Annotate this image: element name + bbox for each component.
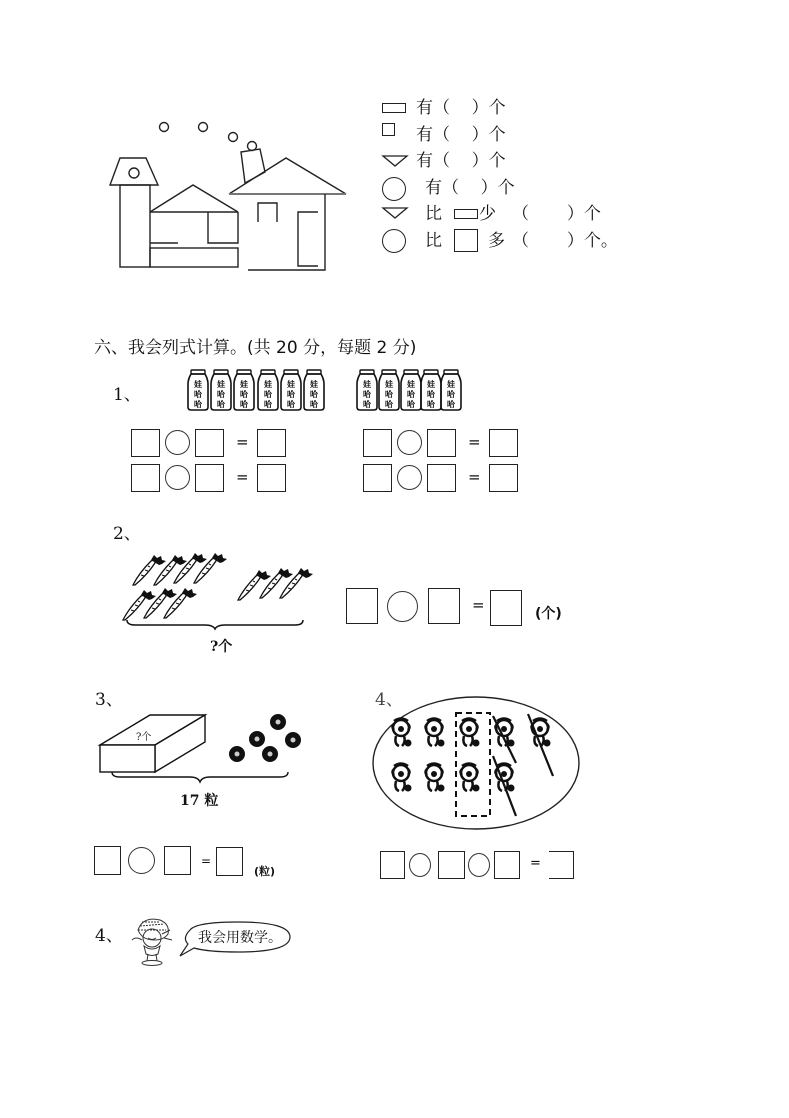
legend-row-5-text: （ ）个: [512, 204, 601, 224]
answer-box[interactable]: [94, 846, 121, 875]
box-and-beads-illustration: [95, 710, 335, 790]
brace-label: 17 粒: [180, 793, 219, 809]
monkeys-illustration: [368, 688, 588, 838]
question-4-number: 4、: [375, 690, 403, 710]
legend-row-3-text: 有（ ）个: [416, 151, 506, 171]
operator-circle[interactable]: [409, 853, 431, 877]
answer-box[interactable]: [131, 464, 160, 492]
unit-label: (粒): [254, 865, 276, 878]
answer-box[interactable]: [257, 429, 286, 457]
rectangle-shape-icon: [454, 209, 478, 219]
relation-word: 少: [479, 204, 496, 224]
rectangle-shape-icon: [382, 103, 406, 113]
answer-box[interactable]: [216, 847, 243, 876]
operator-circle[interactable]: [165, 430, 190, 455]
house-drawing: [0, 0, 789, 300]
answer-box[interactable]: [131, 429, 160, 457]
equals-sign: =: [236, 433, 249, 451]
operator-circle[interactable]: [468, 853, 490, 877]
equals-sign: =: [236, 468, 249, 486]
answer-box[interactable]: [427, 464, 456, 492]
section-title: 六、我会列式计算。(共 20 分，每题 2 分): [94, 338, 417, 358]
legend-row-2-text: 有（ ）个: [416, 125, 506, 145]
answer-box[interactable]: [489, 429, 518, 457]
circle-shape-icon: [382, 229, 406, 253]
answer-box[interactable]: [363, 429, 392, 457]
operator-circle[interactable]: [387, 591, 418, 622]
legend-row-1-text: 有（ ）个: [416, 98, 506, 118]
operator-circle[interactable]: [397, 430, 422, 455]
answer-box[interactable]: [363, 464, 392, 492]
answer-box[interactable]: [195, 429, 224, 457]
question-2-number: 2、: [113, 524, 141, 544]
circle-shape-icon: [382, 177, 406, 201]
brace-label: ?个: [210, 639, 233, 655]
operator-circle[interactable]: [128, 847, 155, 874]
compare-word: 比: [425, 231, 442, 251]
equals-sign: =: [468, 468, 481, 486]
answer-box[interactable]: [427, 429, 456, 457]
answer-box[interactable]: [438, 851, 465, 879]
operator-circle[interactable]: [397, 465, 422, 490]
answer-box[interactable]: [489, 464, 518, 492]
equals-sign: =: [472, 596, 485, 614]
bottle-group-left-icon: [188, 369, 328, 413]
answer-box[interactable]: [195, 464, 224, 492]
square-shape-icon: [382, 123, 395, 136]
compare-word: 比: [425, 204, 442, 224]
square-shape-icon: [454, 229, 478, 252]
equals-sign: =: [201, 854, 212, 868]
carrots-illustration: [115, 545, 335, 635]
legend-row-6-text: （ ）个。: [512, 231, 618, 251]
question-3-number: 3、: [95, 690, 123, 710]
answer-box[interactable]: [494, 851, 520, 879]
bottle-group-right-icon: [357, 369, 477, 413]
equals-sign: =: [530, 856, 541, 871]
legend-row-4-text: 有（ ）个: [425, 178, 515, 198]
operator-circle[interactable]: [165, 465, 190, 490]
relation-word: 多: [488, 231, 505, 251]
answer-box[interactable]: [164, 846, 191, 875]
answer-box[interactable]: [346, 588, 378, 624]
cartoon-character-icon: [126, 912, 181, 967]
answer-box[interactable]: [257, 464, 286, 492]
triangle-shape-icon: [382, 207, 408, 219]
question-5-number: 4、: [95, 926, 123, 946]
answer-box[interactable]: [428, 588, 460, 624]
box-label: ?个: [136, 732, 152, 743]
answer-box[interactable]: [549, 851, 574, 879]
triangle-shape-icon: [382, 155, 408, 167]
speech-bubble-text: 我会用数学。: [198, 930, 282, 946]
question-1-number: 1、: [113, 385, 141, 405]
unit-label: (个): [535, 606, 562, 622]
answer-box[interactable]: [380, 851, 405, 879]
answer-box[interactable]: [490, 590, 522, 626]
equals-sign: =: [468, 433, 481, 451]
